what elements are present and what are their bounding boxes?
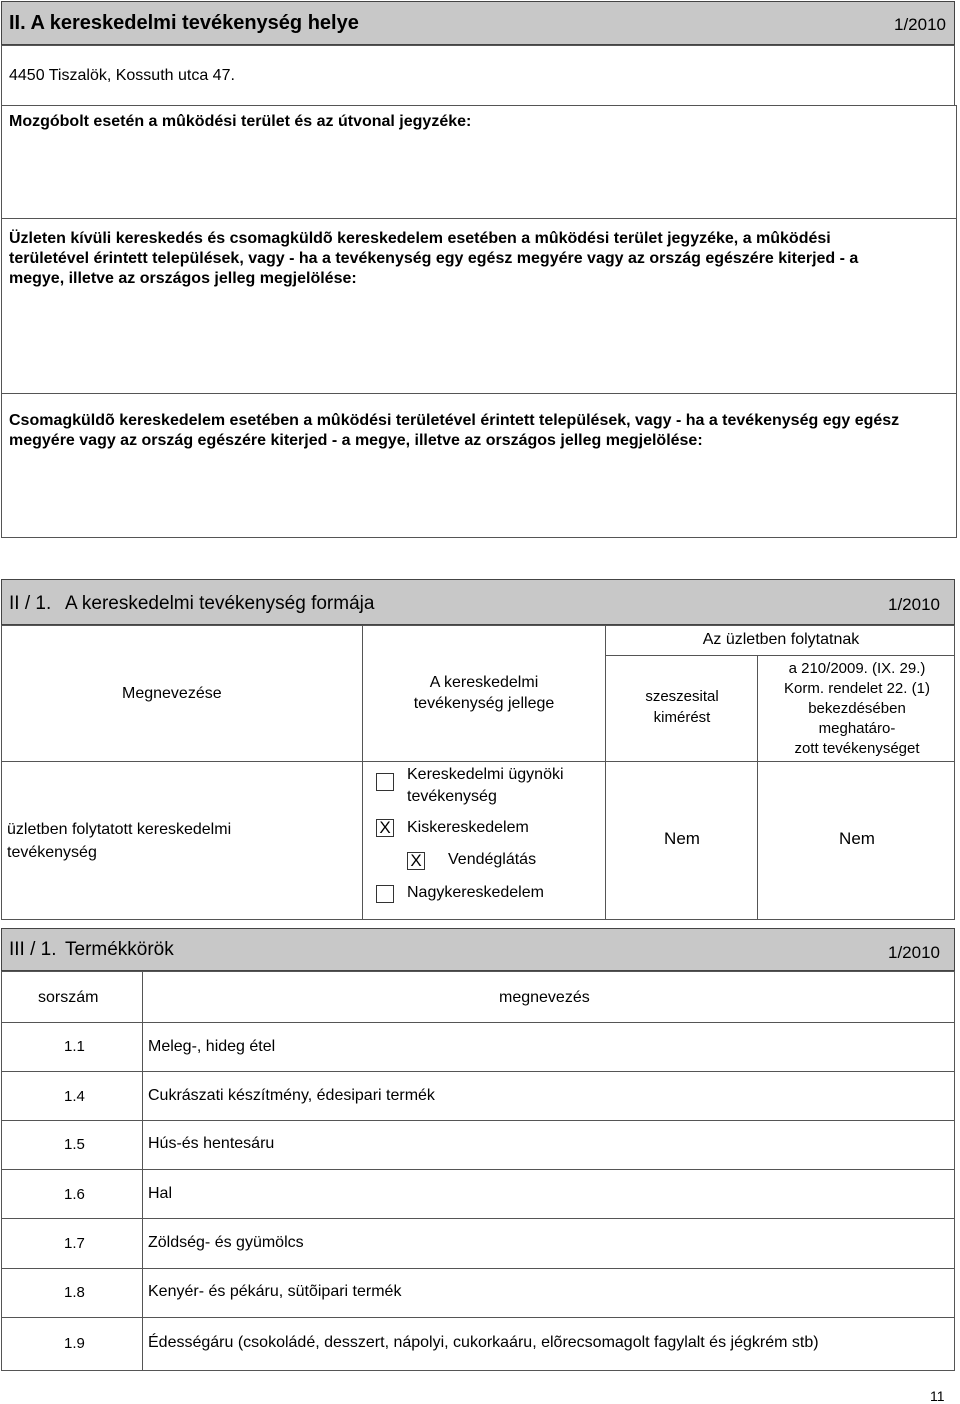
table-row [2, 1121, 955, 1169]
section21-title-prefix: II / 1. [9, 593, 52, 614]
mobile-route-label: Mozgóbolt esetén a mûködési terület és az útvonal jegyzéke: [9, 113, 472, 130]
col-decree-header-l2: Korm. rendelet 22. (1) [784, 680, 930, 697]
section31-code: 1/2010 [888, 943, 940, 962]
form-table [1, 625, 955, 920]
row-name-l1: üzletben folytatott kereskedelmi [7, 821, 232, 838]
section2-code: 1/2010 [894, 15, 946, 34]
col-type-header-l1: A kereskedelmi [429, 674, 539, 691]
retail-label: Kiskereskedelem [407, 819, 529, 836]
col-alcohol-header-l2: kimérést [653, 709, 711, 726]
row-name: Édességáru (csokoládé, desszert, nápolyi, cukorkaáru, elõrecsomagolt fagylalt és jégkrém stb) [148, 1334, 819, 1351]
col-decree-header-l3: bekezdésében [808, 700, 906, 717]
row-no: 1.7 [64, 1235, 85, 1252]
row-name [7, 818, 231, 864]
row-no: 1.1 [64, 1038, 85, 1055]
section21-code: 1/2010 [888, 595, 940, 614]
col-type-header-l2: tevékenység jellege [413, 695, 555, 712]
mail-order-label: Csomagküldõ kereskedelem esetében a mûködési területével érintett települések, vagy - ha a tevékenység egy egész megyére vagy az ország egészére kiterjed - a megye, illetve az országos jelleg megjelölése: [9, 412, 900, 449]
table-row [2, 1269, 955, 1317]
retail-checkbox[interactable]: X [376, 819, 394, 837]
col-alcohol-header [607, 686, 757, 728]
page-number: 11 [930, 1388, 945, 1404]
agent-checkbox[interactable] [376, 773, 394, 791]
table-row [2, 1318, 955, 1370]
row-name: Hús-és hentesáru [148, 1135, 275, 1152]
agent-label-l2: tevékenység [407, 788, 497, 805]
row-no: 1.5 [64, 1136, 85, 1153]
row-no: 1.9 [64, 1335, 85, 1352]
table-row [2, 1072, 955, 1120]
catering-label: Vendéglátás [448, 851, 537, 868]
col-decree-header [759, 659, 955, 759]
address-box [1, 45, 955, 106]
section21-title: A kereskedelmi tevékenység formája [65, 593, 375, 614]
col-no-header: sorszám [38, 989, 99, 1006]
col-alcohol-header-l1: szeszesital [645, 688, 719, 705]
catering-checkbox[interactable]: X [407, 852, 425, 870]
table-row [2, 1023, 955, 1071]
row-name: Hal [148, 1185, 173, 1202]
col-decree-header-l4: meghatáro- [818, 720, 896, 737]
wholesale-checkbox[interactable] [376, 885, 394, 903]
outside-trade-box [1, 218, 957, 394]
row-no: 1.6 [64, 1186, 85, 1203]
section21-header [1, 579, 955, 625]
decree-value: Nem [839, 829, 875, 848]
col-name-header-products: megnevezés [499, 989, 590, 1006]
col-decree-header-l1: a 210/2009. (IX. 29.) [788, 660, 926, 677]
mobile-route-box [1, 105, 957, 219]
section31-header [1, 928, 955, 971]
mail-order-box [1, 393, 957, 538]
section2-title: II. A kereskedelmi tevékenység helye [9, 12, 359, 34]
col-name-header: Megnevezése [122, 685, 222, 702]
row-no: 1.8 [64, 1284, 85, 1301]
section31-title-prefix: III / 1. [9, 939, 57, 960]
col-type-header [364, 672, 604, 714]
table-row [2, 1170, 955, 1218]
col-group-header: Az üzletben folytatnak [702, 631, 860, 648]
section2-header [1, 1, 955, 45]
section31-title: Termékkörök [65, 939, 174, 960]
wholesale-label: Nagykereskedelem [407, 884, 544, 901]
outside-trade-label: Üzleten kívüli kereskedés és csomagküldõ kereskedelem esetében a mûködési terület jegyzéke, a mûködési területével érintett települések, vagy - ha a tevékenység egy egész megyére vagy az ország egészére kiterjed - a megye, illetve az országos jelleg megjelölése: [9, 230, 859, 287]
alcohol-value: Nem [664, 829, 700, 848]
row-name: Zöldség- és gyümölcs [148, 1234, 304, 1251]
row-name: Kenyér- és pékáru, sütõipari termék [148, 1283, 402, 1300]
row-name-l2: tevékenység [7, 844, 97, 861]
row-name: Meleg-, hideg étel [148, 1038, 276, 1055]
col-decree-header-l5: zott tevékenységet [794, 740, 920, 757]
table-row [2, 1219, 955, 1267]
agent-label-l1: Kereskedelmi ügynöki [407, 766, 564, 783]
products-table [1, 971, 955, 1371]
address-value: 4450 Tiszalök, Kossuth utca 47. [9, 67, 235, 84]
row-name: Cukrászati készítmény, édesipari termék [148, 1087, 435, 1104]
agent-label [407, 764, 564, 808]
row-no: 1.4 [64, 1088, 85, 1105]
